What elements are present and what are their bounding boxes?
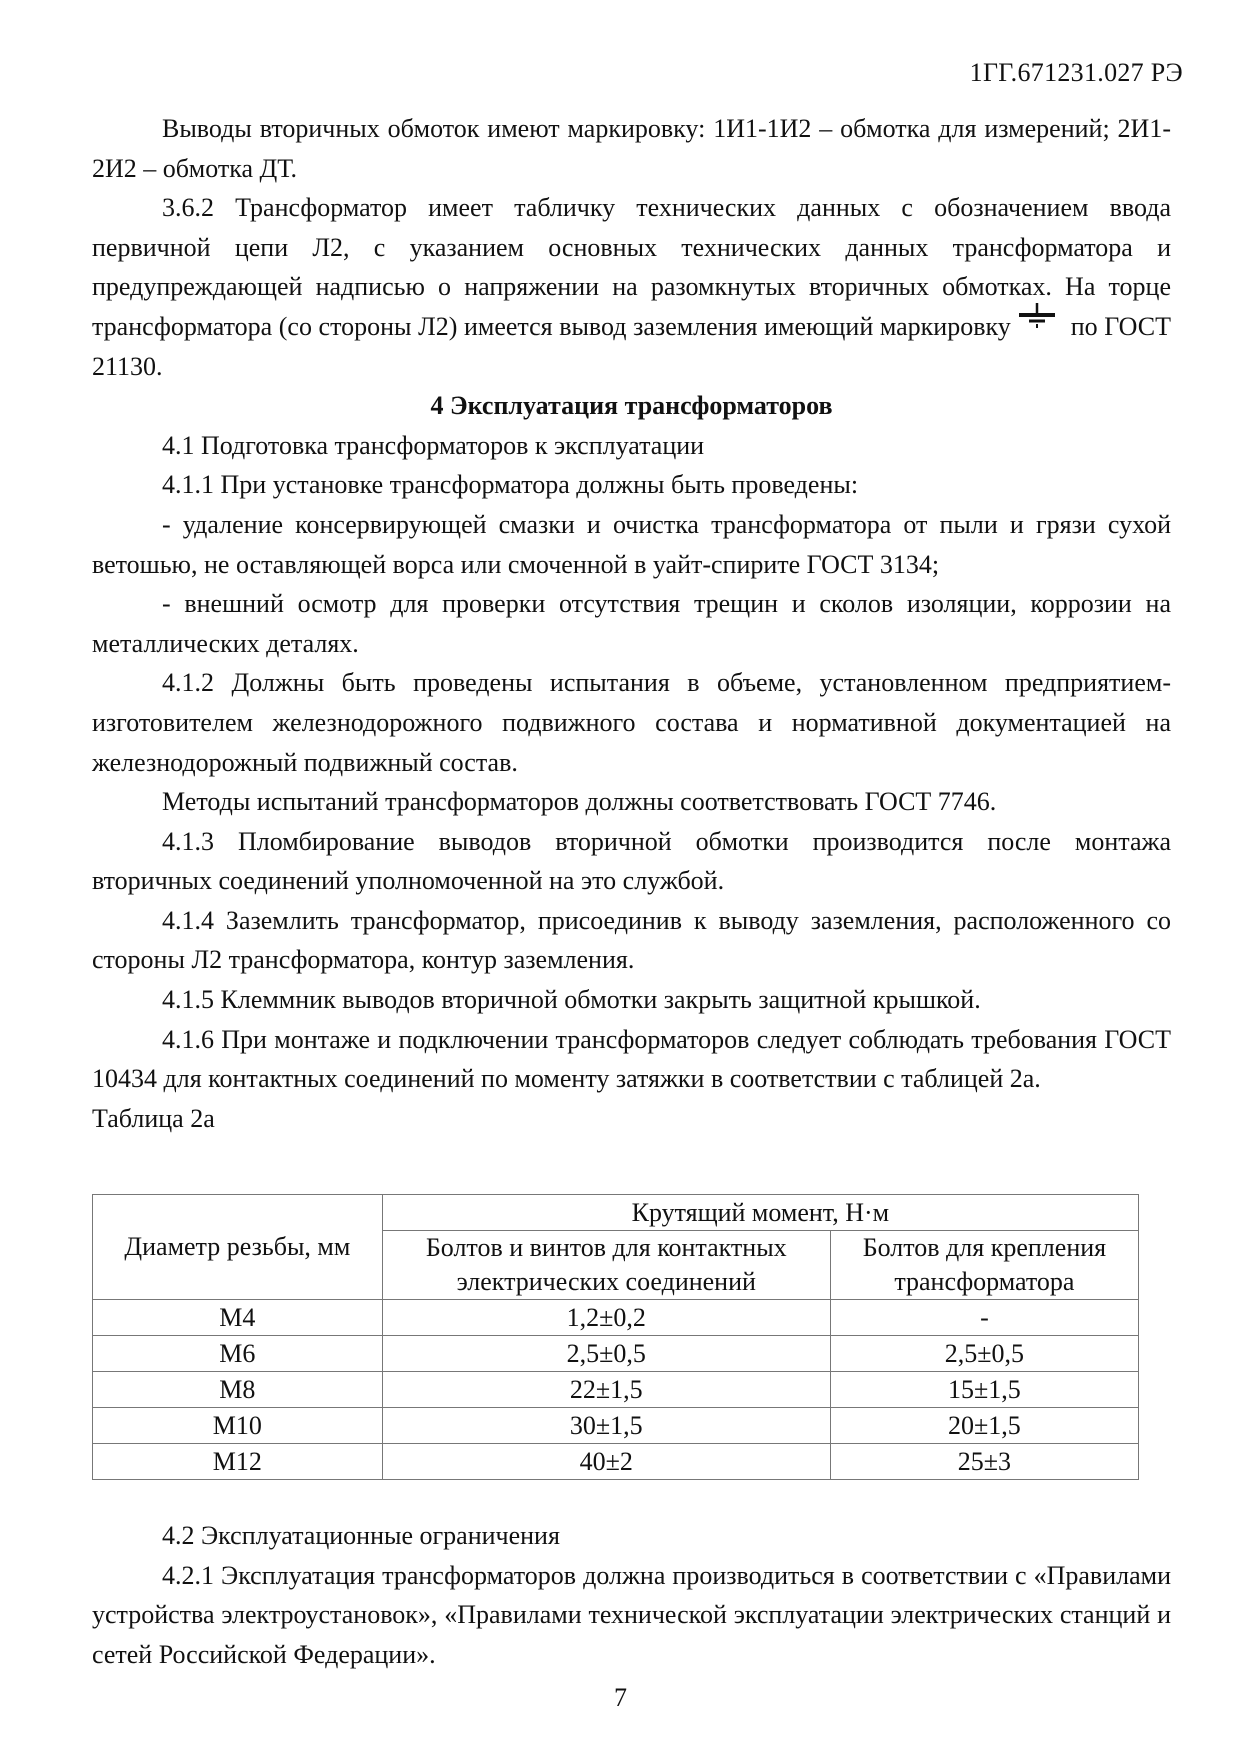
cell-contact-torque: 2,5±0,5	[382, 1336, 830, 1372]
paragraph-test-methods: Методы испытаний трансформаторов должны соответствовать ГОСТ 7746.	[162, 787, 997, 817]
list-item-inspection: - внешний осмотр для проверки отсутствия трещин и сколов изоляции, коррозии на металлических деталях.	[92, 589, 1171, 658]
table-header-row	[93, 1195, 1139, 1231]
cell-contact-torque: 22±1,5	[382, 1372, 830, 1408]
cell-mounting-torque: 25±3	[830, 1444, 1138, 1480]
ground-symbol-icon	[1017, 311, 1057, 337]
paragraph-4-1-6: 4.1.6 При монтаже и подключении трансформаторов следует соблюдать требования ГОСТ 10434 для контактных соединений по моменту затяжки в соответствии с таблицей 2а.	[92, 1024, 1171, 1094]
cell-contact-torque: 30±1,5	[382, 1408, 830, 1444]
paragraph-4-2-1: 4.2.1 Эксплуатация трансформаторов должна производиться в соответствии с «Правилами устройства электроустановок», «Правилами технической эксплуатации электрических станций и сетей Российской Федерации».	[92, 1560, 1171, 1669]
cell-diameter: М6	[93, 1336, 383, 1372]
cell-contact-torque: 1,2±0,2	[382, 1300, 830, 1336]
table-row	[93, 1444, 1139, 1480]
header-torque-group: Крутящий момент, Н·м	[382, 1195, 1138, 1231]
cell-mounting-torque: 20±1,5	[830, 1408, 1138, 1444]
page-number: 7	[614, 1683, 627, 1712]
paragraph-4-1-3: 4.1.3 Пломбирование выводов вторичной обмотки производится после монтажа вторичных соединений уполномоченной на это службой.	[92, 826, 1171, 896]
paragraph-4-2: 4.2 Эксплуатационные ограничения	[162, 1521, 560, 1550]
cell-contact-torque: 40±2	[382, 1444, 830, 1480]
header-thread-diameter: Диаметр резьбы, мм	[93, 1195, 383, 1300]
header-mounting-bolts: Болтов для крепления трансформатора	[830, 1231, 1138, 1300]
paragraph-4-1: 4.1 Подготовка трансформаторов к эксплуатации	[162, 430, 705, 460]
cell-mounting-torque: -	[830, 1300, 1138, 1336]
header-contact-bolts: Болтов и винтов для контактных электрических соединений	[382, 1231, 830, 1300]
body-text	[92, 109, 1171, 1138]
list-item-cleaning: - удаление консервирующей смазки и очистка трансформатора от пыли и грязи сухой ветошью, не оставляющей ворса или смоченной в уайт-спирите ГОСТ 3134;	[92, 509, 1171, 579]
cell-mounting-torque: 15±1,5	[830, 1372, 1138, 1408]
cell-mounting-torque: 2,5±0,5	[830, 1336, 1138, 1372]
document-code: 1ГГ.671231.027 РЭ	[969, 58, 1183, 87]
paragraph-4-1-1: 4.1.1 При установке трансформатора должны быть проведены:	[162, 470, 859, 500]
table-row	[93, 1336, 1139, 1372]
paragraph-secondary-windings-marking: Выводы вторичных обмоток имеют маркировку: 1И1-1И2 – обмотка для измерений; 2И1-2И2 – обмотка ДТ.	[92, 114, 1171, 183]
paragraph-3-6-2	[92, 188, 1171, 386]
cell-diameter: М12	[93, 1444, 383, 1480]
paragraph-3-6-2-tail: по ГОСТ 21130.	[92, 311, 1171, 381]
cell-diameter: М8	[93, 1372, 383, 1408]
torque-table	[92, 1194, 1139, 1480]
table-caption: Таблица 2а	[92, 1103, 215, 1133]
section-4-heading: 4 Эксплуатация трансформаторов	[430, 391, 833, 421]
body-text-after-table	[92, 1516, 1171, 1674]
table-row	[93, 1300, 1139, 1336]
table-row	[93, 1372, 1139, 1408]
table-row	[93, 1408, 1139, 1444]
paragraph-4-1-4: 4.1.4 Заземлить трансформатор, присоединив к выводу заземления, расположенного со стороны Л2 трансформатора, контур заземления.	[92, 905, 1171, 975]
cell-diameter: М4	[93, 1300, 383, 1336]
paragraph-3-6-2-text: 3.6.2 Трансформатор имеет табличку технических данных с обозначением ввода первичной цепи Л2, с указанием основных технических данных трансформатора и предупреждающей надписью о напряжении на разомкнутых вторичных обмотках. На торце трансформатора (со стороны Л2) имеется вывод заземления имеющий маркировку	[92, 193, 1171, 341]
paragraph-4-1-2: 4.1.2 Должны быть проведены испытания в объеме, установленном предприятием-изготовителем железнодорожного подвижного состава и нормативной документацией на железнодорожный подвижный состав.	[92, 668, 1171, 777]
cell-diameter: М10	[93, 1408, 383, 1444]
paragraph-4-1-5: 4.1.5 Клеммник выводов вторичной обмотки закрыть защитной крышкой.	[162, 985, 981, 1015]
